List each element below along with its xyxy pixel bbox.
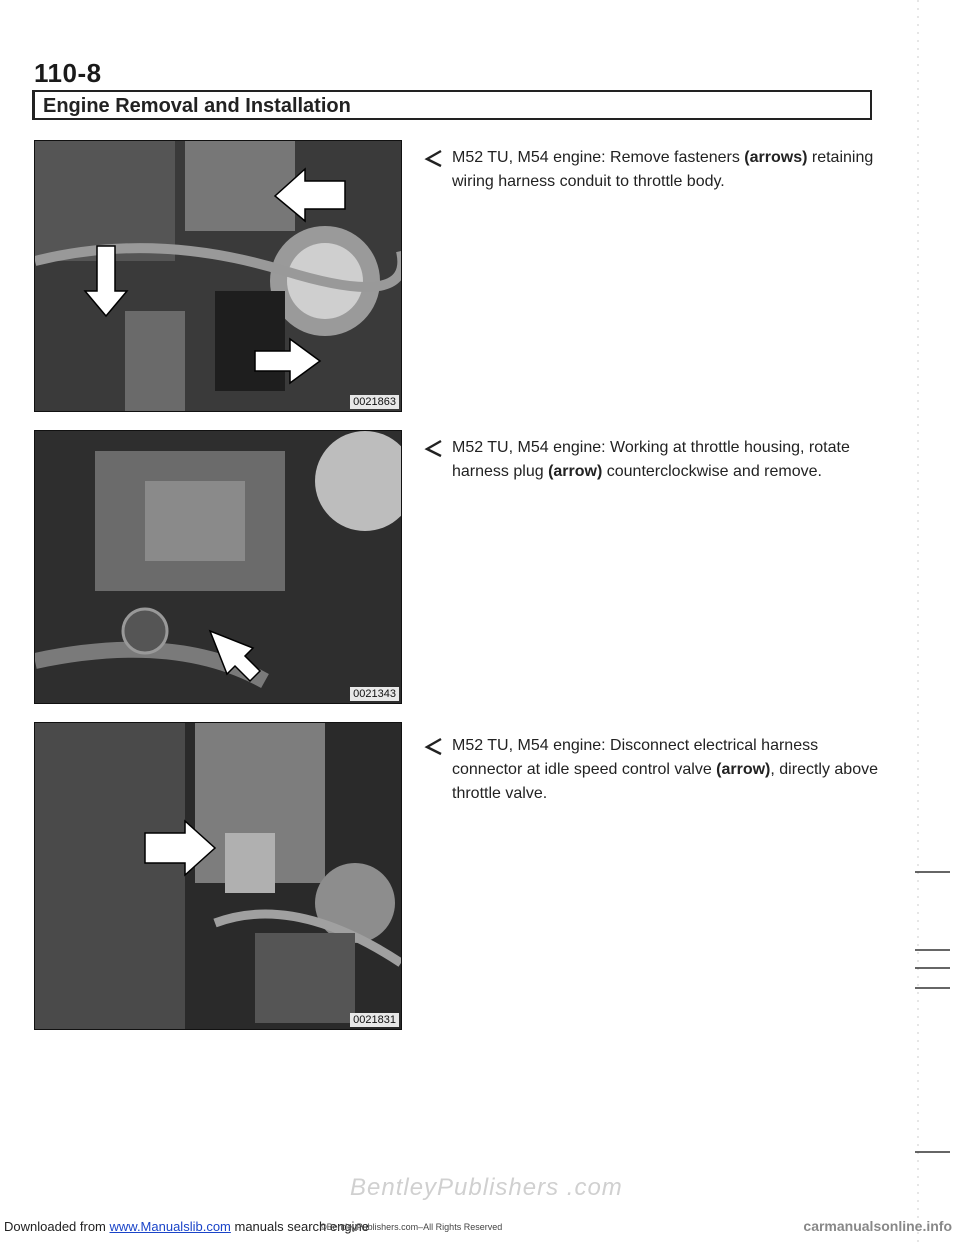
angle-left-icon [424,736,444,756]
procedure-step-1 [424,146,884,194]
engine-photo-3 [35,723,401,1029]
download-suffix: manuals search engine [230,1219,369,1234]
angle-left-icon [424,438,444,458]
step-text: retaining wiring harness conduit to throttle body. [452,149,874,190]
download-prefix: Downloaded from [4,1219,110,1234]
site-watermark: carmanualsonline.info [803,1218,952,1234]
photo-throttle-conduit [34,140,402,412]
photo-reference-number: 0021831 [350,1013,399,1027]
page-number: 110-8 [34,58,102,88]
download-notice [4,1219,369,1234]
step-callout: (arrow) [548,463,603,480]
photo-harness-plug [34,430,402,704]
step-text: M52 TU, M54 engine: Working at throttle housing, rotate harness plug [452,439,850,480]
procedure-step-3 [424,734,884,806]
photo-reference-number: 0021343 [350,687,399,701]
procedure-step-2 [424,436,884,484]
manualslib-link[interactable]: www.Manualslib.com [109,1219,231,1234]
section-title: Engine Removal and Installation [43,95,351,117]
copyright-notice: ©BentleyPublishers.com–All Rights Reserved [320,1222,503,1232]
watermark: BentleyPublishers .com [350,1174,623,1201]
step-text: M52 TU, M54 engine: Remove fasteners [452,149,745,166]
step-callout: (arrow) [716,761,771,778]
photo-idle-valve [34,722,402,1030]
angle-left-icon [424,148,444,168]
scan-edge-marks [910,0,960,1242]
step-text: counterclockwise and remove. [602,463,822,480]
step-text: , directly above throttle valve. [452,761,878,802]
section-header [32,90,872,120]
step-callout: (arrows) [744,149,808,166]
step-text: M52 TU, M54 engine: Disconnect electrical harness connector at idle speed control valve [452,737,819,778]
engine-photo-1 [35,141,401,411]
photo-reference-number: 0021863 [350,395,399,409]
engine-photo-2 [35,431,401,703]
